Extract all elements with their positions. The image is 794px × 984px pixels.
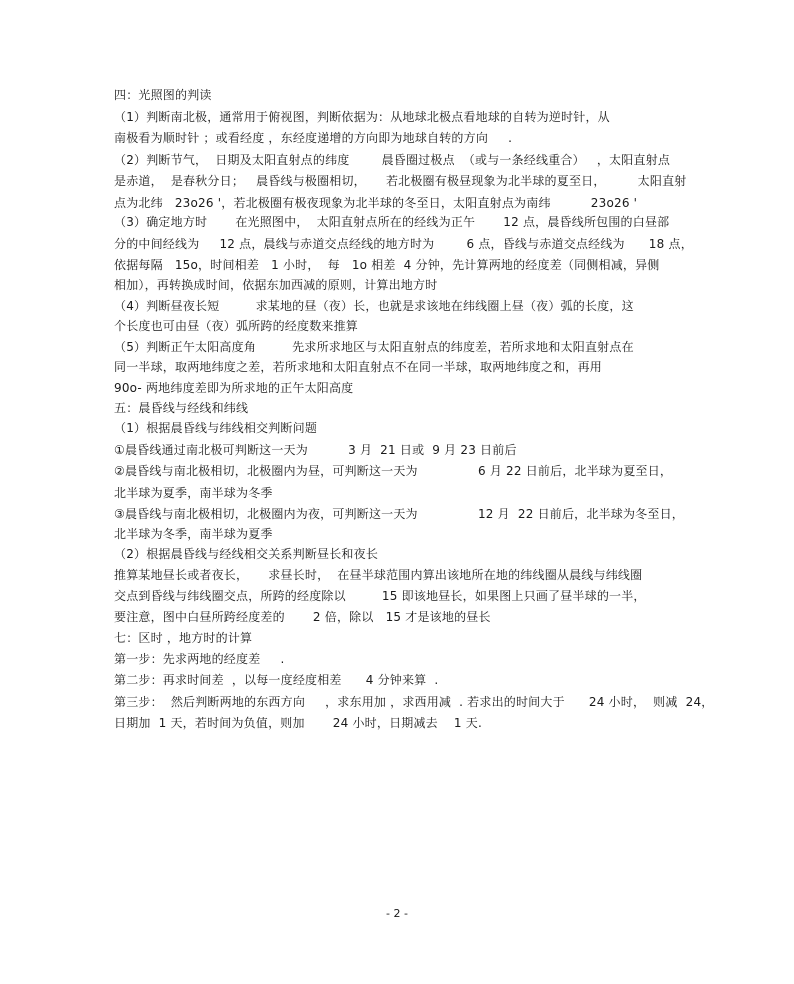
text-line: 个长度也可由昼（夜）弧所跨的经度数来推算: [114, 319, 359, 333]
text-line: 北半球为夏季，南半球为冬季: [114, 486, 273, 500]
text-line: 点为北纬 23o26 '，若北极圈有极夜现象为北半球的冬至日，太阳直射点为南纬 23o26 ': [114, 196, 638, 210]
text-line: 要注意，图中白昼所跨经度差的 2 倍，除以 15 才是该地的昼长: [114, 610, 491, 624]
text-line: 北半球为冬季，南半球为夏季: [114, 527, 273, 541]
text-line: ①晨昏线通过南北极可判断这一天为 3 月 21 日或 9 月 23 日前后: [114, 443, 517, 457]
text-line: 第一步：先求两地的经度差 .: [114, 652, 285, 666]
text-line: 依据每隔 15o，时间相差 1 小时， 每 1o 相差 4 分钟，先计算两地的经度差（同侧相减，异侧: [114, 258, 660, 272]
text-line: （5）判断正午太阳高度角 先求所求地区与太阳直射点的纬度差，若所求地和太阳直射点在: [114, 340, 634, 354]
text-line: 是赤道， 是春秋分日； 晨昏线与极圈相切， 若北极圈有极昼现象为北半球的夏至日， 太阳直射: [114, 174, 687, 188]
page-number: - 2 -: [386, 907, 408, 920]
text-line: 相加），再转换成时间，依据东加西减的原则，计算出地方时: [114, 278, 438, 292]
text-line: （2）判断节气， 日期及太阳直射点的纬度 晨昏圈过极点 （或与一条经线重合） ，太阳直射点: [114, 153, 671, 167]
text-line: （1）根据晨昏线与纬线相交判断问题: [114, 421, 318, 435]
text-line: （3）确定地方时 在光照图中， 太阳直射点所在的经线为正午 12 点，晨昏线所包围的白昼部: [114, 215, 670, 229]
section-heading: 四：光照图的判读: [114, 88, 212, 102]
text-line: （1）判断南北极，通常用于俯视图，判断依据为：从地球北极点看地球的自转为逆时针，从: [114, 110, 610, 124]
text-line: ③晨昏线与南北极相切，北极圈内为夜，可判断这一天为 12 月 22 日前后，北半球为冬至日，: [114, 507, 684, 521]
text-line: 同一半球，取两地纬度之差，若所求地和太阳直射点不在同一半球，取两地纬度之和，再用: [114, 360, 603, 374]
text-line: ②晨昏线与南北极相切，北极圈内为昼，可判断这一天为 6 月 22 日前后，北半球为夏至日，: [114, 464, 673, 478]
section-heading: 五：晨昏线与经线和纬线: [114, 401, 249, 415]
text-line: 第三步： 然后判断两地的东西方向 ，求东用加 ，求西用减 . 若求出的时间大于 24 小时， 则减 24，: [114, 695, 714, 709]
text-line: （2）根据晨昏线与经线相交关系判断昼长和夜长: [114, 547, 379, 561]
section-heading: 七：区时 ，地方时的计算: [114, 631, 253, 645]
text-line: （4）判断昼夜长短 求某地的昼（夜）长，也就是求该地在纬线圈上昼（夜）弧的长度，这: [114, 299, 634, 313]
text-line: 推算某地昼长或者夜长， 求昼长时， 在昼半球范围内算出该地所在地的纬线圈从晨线与纬线圈: [114, 568, 643, 582]
text-line: 分的中间经线为 12 点，晨线与赤道交点经线的地方时为 6 点，昏线与赤道交点经线为 18 点，: [114, 237, 693, 251]
text-line: 90o- 两地纬度差即为所求地的正午太阳高度: [114, 381, 354, 395]
text-line: 南极看为顺时针 ；或看经度 ，东经度递增的方向即为地球自转的方向 .: [114, 131, 513, 145]
text-line: 第二步：再求时间差 ，以每一度经度相差 4 分钟来算 .: [114, 673, 439, 687]
text-line: 日期加 1 天，若时间为负值，则加 24 小时，日期减去 1 天.: [114, 716, 482, 730]
text-line: 交点到昏线与纬线圈交点，所跨的经度除以 15 即该地昼长，如果图上只画了昼半球的一半，: [114, 589, 646, 603]
